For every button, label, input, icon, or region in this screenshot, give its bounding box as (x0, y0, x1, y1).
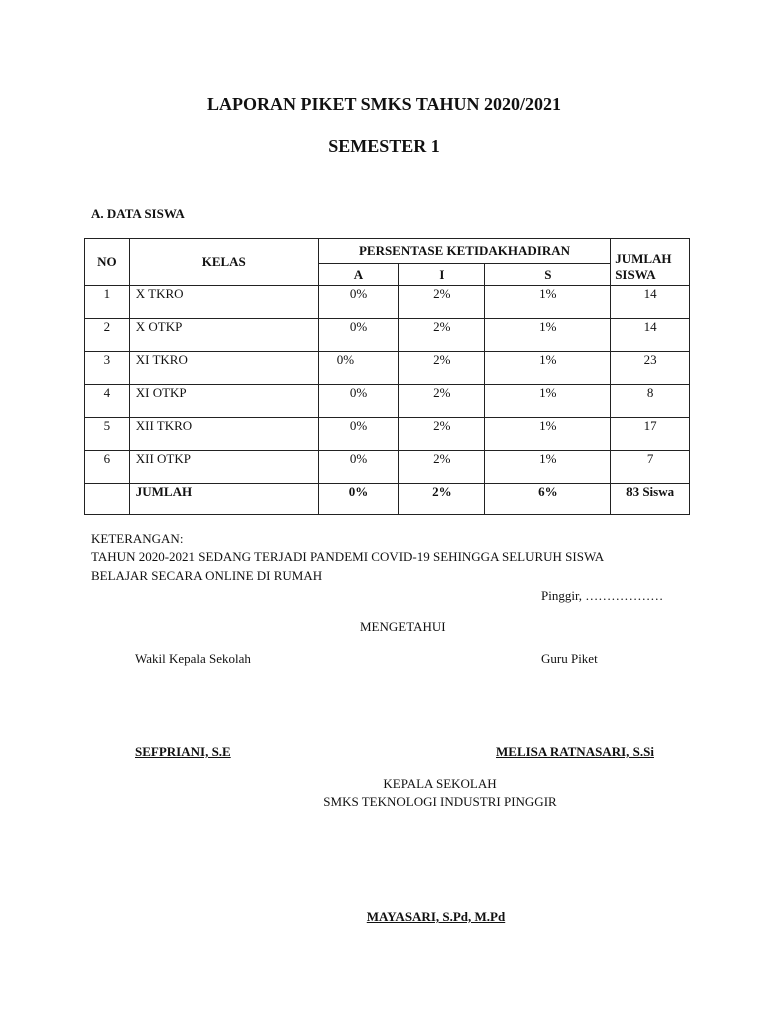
cell-no: 4 (85, 385, 130, 418)
cell-jumlah: 14 (611, 286, 690, 319)
header-a: A (318, 264, 398, 286)
cell-jumlah: 14 (611, 319, 690, 352)
cell-s: 1% (485, 286, 611, 319)
cell-s: 1% (485, 385, 611, 418)
cell-s: 1% (485, 319, 611, 352)
cell-s: 1% (485, 451, 611, 484)
mengetahui-label: MENGETAHUI (360, 619, 446, 634)
cell-a: 0% (318, 319, 398, 352)
total-jumlah: 83 Siswa (611, 484, 690, 515)
keterangan-label: KETERANGAN: (91, 531, 184, 546)
keterangan-line-2: BELAJAR SECARA ONLINE DI RUMAH (91, 568, 323, 583)
cell-a: 0% (318, 418, 398, 451)
total-i: 2% (399, 484, 485, 515)
cell-kelas: X OTKP (129, 319, 318, 352)
cell-i: 2% (399, 451, 485, 484)
cell-a: 0% (318, 385, 398, 418)
cell-kelas: XII TKRO (129, 418, 318, 451)
left-signatory-name: SEFPRIANI, S.E (135, 744, 231, 759)
cell-no: 6 (85, 451, 130, 484)
header-kelas: KELAS (129, 239, 318, 286)
table-row (85, 319, 690, 352)
header-s: S (485, 264, 611, 286)
document-title: LAPORAN PIKET SMKS TAHUN 2020/2021 (206, 94, 562, 114)
table-row (85, 451, 690, 484)
header-jumlah-siswa: JUMLAH SISWA (611, 239, 690, 286)
cell-kelas: XI OTKP (129, 385, 318, 418)
keterangan-line-1: TAHUN 2020-2021 SEDANG TERJADI PANDEMI COVID-19 SEHINGGA SELURUH SISWA (91, 549, 605, 564)
right-signatory-name: MELISA RATNASARI, S.Si (496, 744, 654, 759)
data-siswa-table (84, 238, 690, 515)
head-signatory-name: MAYASARI, S.Pd, M.Pd (366, 909, 506, 924)
right-role: Guru Piket (541, 651, 598, 666)
cell-i: 2% (399, 385, 485, 418)
cell-jumlah: 17 (611, 418, 690, 451)
cell-i: 2% (399, 418, 485, 451)
head-role-line-2: SMKS TEKNOLOGI INDUSTRI PINGGIR (323, 794, 557, 809)
cell-no: 3 (85, 352, 130, 385)
cell-jumlah: 7 (611, 451, 690, 484)
table-row (85, 286, 690, 319)
cell-s: 1% (485, 352, 611, 385)
cell-i: 2% (399, 352, 485, 385)
cell-a: 0% (318, 286, 398, 319)
table-row (85, 418, 690, 451)
header-persentase: PERSENTASE KETIDAKHADIRAN (318, 239, 610, 264)
place-date: Pinggir, ……………… (541, 588, 664, 603)
cell-no: 5 (85, 418, 130, 451)
section-heading: A. DATA SISWA (91, 206, 185, 221)
cell-i: 2% (399, 319, 485, 352)
total-row (85, 484, 690, 515)
cell-jumlah: 23 (611, 352, 690, 385)
cell-no: 2 (85, 319, 130, 352)
cell-kelas: XII OTKP (129, 451, 318, 484)
head-role-line-1: KEPALA SEKOLAH (383, 776, 497, 791)
cell-kelas: XI TKRO (129, 352, 318, 385)
cell-jumlah: 8 (611, 385, 690, 418)
cell-s: 1% (485, 418, 611, 451)
total-label: JUMLAH (129, 484, 318, 515)
header-i: I (399, 264, 485, 286)
cell-no-empty (85, 484, 130, 515)
cell-no: 1 (85, 286, 130, 319)
document-subtitle: SEMESTER 1 (328, 136, 440, 156)
cell-kelas: X TKRO (129, 286, 318, 319)
cell-i: 2% (399, 286, 485, 319)
left-role: Wakil Kepala Sekolah (135, 651, 251, 666)
table-row (85, 352, 690, 385)
header-no: NO (85, 239, 130, 286)
cell-a: 0% (318, 451, 398, 484)
total-a: 0% (318, 484, 398, 515)
cell-a: 0% (318, 352, 398, 385)
total-s: 6% (485, 484, 611, 515)
table-row (85, 385, 690, 418)
